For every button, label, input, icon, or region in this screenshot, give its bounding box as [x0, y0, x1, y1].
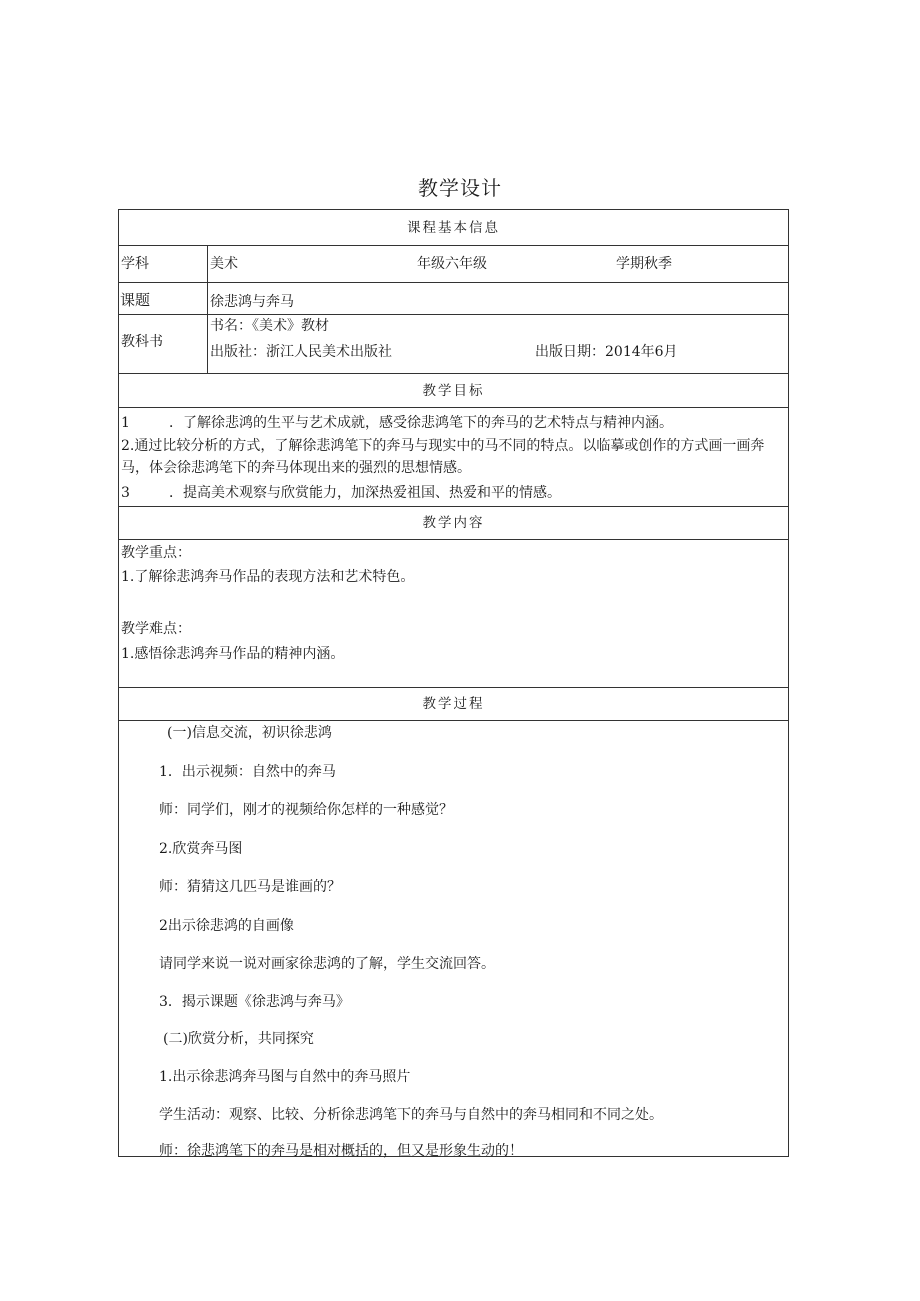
subject-value: 美术 — [210, 256, 238, 272]
difficult-points-label: 教学难点： — [121, 621, 191, 637]
process-line: 1.出示徐悲鸿奔马图与自然中的奔马照片 — [159, 1069, 411, 1085]
row-divider — [119, 373, 788, 374]
document-title: 教学设计 — [418, 176, 502, 200]
objective-1-text: ．了解徐悲鸿的生平与艺术成就，感受徐悲鸿笔下的奔马的艺术特点与精神内涵。 — [169, 415, 673, 431]
topic-label: 课题 — [120, 291, 151, 309]
process-line: 请同学来说一说对画家徐悲鸿的了解，学生交流回答。 — [159, 956, 495, 972]
process-line: 2出示徐悲鸿的自画像 — [159, 918, 294, 934]
row-divider — [119, 282, 788, 283]
process-line: (二)欣赏分析，共同探究 — [163, 1031, 314, 1047]
objective-3-text: ．提高美术观察与欣赏能力，加深热爱祖国、热爱和平的情感。 — [169, 485, 561, 501]
column-divider — [207, 245, 208, 373]
book-name: 书名：《美术》教材 — [210, 318, 329, 334]
key-point-item: 1.了解徐悲鸿奔马作品的表现方法和艺术特色。 — [121, 569, 415, 585]
topic-value: 徐悲鸿与奔马 — [210, 294, 294, 310]
basic-info-header: 课程基本信息 — [407, 220, 500, 236]
process-line: 3．揭示课题《徐悲鸿与奔马》 — [159, 994, 350, 1010]
publish-date: 出版日期：2014年6月 — [535, 344, 678, 360]
process-line: 师：同学们，刚才的视频给你怎样的一种感觉？ — [159, 802, 453, 818]
objectives-header: 教学目标 — [422, 383, 485, 399]
process-line: 学生活动：观察、比较、分析徐悲鸿笔下的奔马与自然中的奔马相同和不同之处。 — [159, 1107, 663, 1123]
key-points-label: 教学重点： — [121, 545, 191, 561]
objective-1-number: 1 — [121, 415, 130, 431]
lesson-plan-table — [118, 209, 789, 1157]
row-divider — [119, 506, 788, 507]
difficult-point-item: 1.感悟徐悲鸿奔马作品的精神内涵。 — [121, 646, 345, 662]
process-line: 2.欣赏奔马图 — [159, 841, 243, 857]
process-line: 师：徐悲鸿笔下的奔马是相对概括的，但又是形象生动的！ — [159, 1143, 523, 1159]
row-divider — [119, 407, 788, 408]
row-divider — [119, 539, 788, 540]
process-header: 教学过程 — [422, 696, 485, 712]
objective-3-number: 3 — [121, 485, 130, 501]
subject-label: 学科 — [121, 256, 149, 272]
objective-2-text: 2.通过比较分析的方式，了解徐悲鸿笔下的奔马与现实中的马不同的特点。以临摹或创作的方式画一画奔马，体会徐悲鸿笔下的奔马体现出来的强烈的思想情感。 — [121, 438, 765, 476]
row-divider — [119, 687, 788, 688]
content-header: 教学内容 — [422, 515, 485, 531]
publisher: 出版社：浙江人民美术出版社 — [210, 344, 392, 360]
textbook-label: 教科书 — [121, 334, 163, 350]
term-value: 学期秋季 — [616, 256, 672, 272]
process-line: (一)信息交流，初识徐悲鸿 — [167, 725, 332, 741]
process-line: 1．出示视频：自然中的奔马 — [159, 764, 336, 780]
grade-value: 年级六年级 — [417, 256, 487, 272]
row-divider — [119, 245, 788, 246]
row-divider — [119, 720, 788, 721]
row-divider — [119, 314, 788, 315]
process-line: 师：猜猜这几匹马是谁画的？ — [159, 879, 341, 895]
